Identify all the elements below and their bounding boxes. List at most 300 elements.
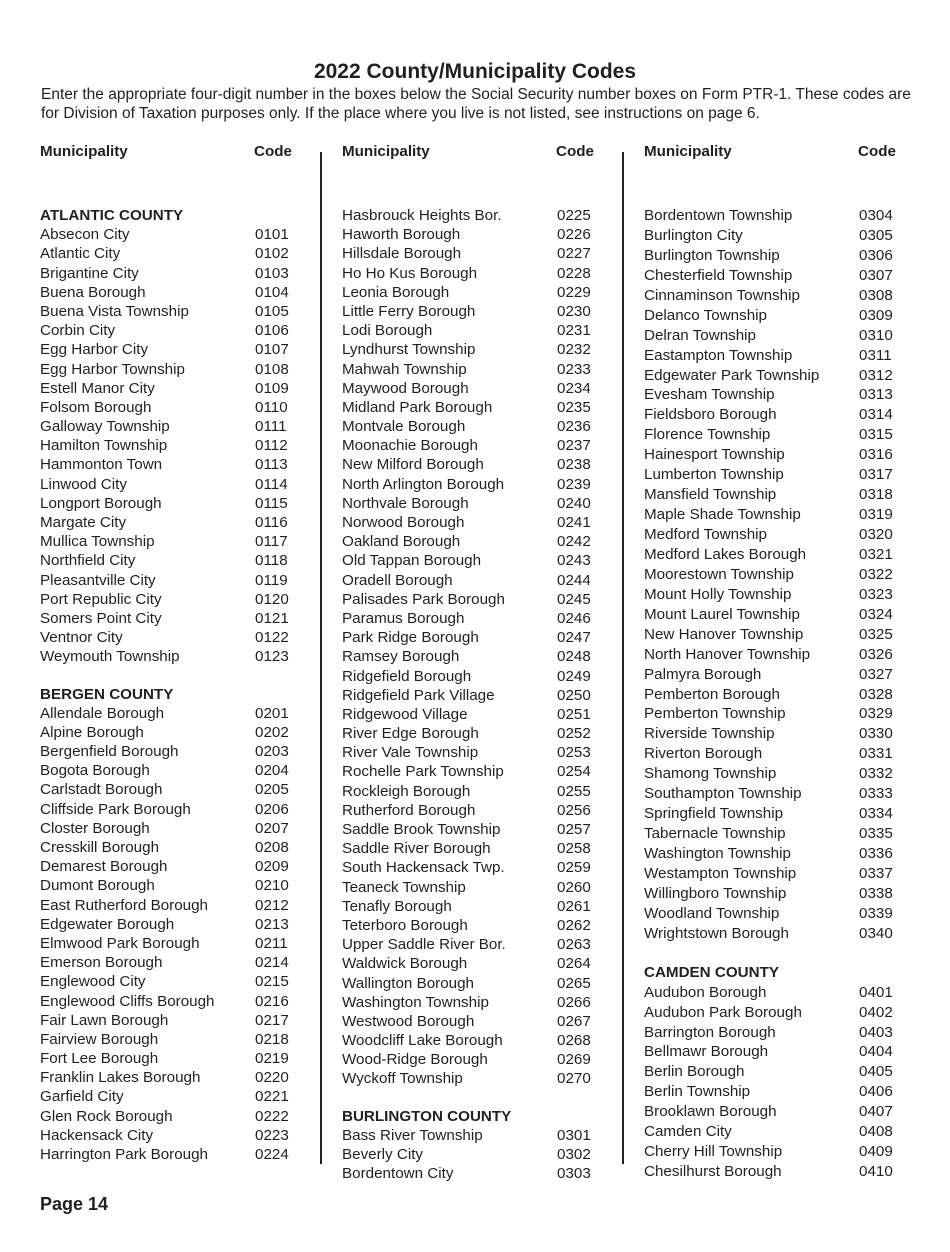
municipality-name: Harrington Park Borough: [40, 1146, 208, 1163]
municipality-name: Camden City: [644, 1123, 732, 1141]
municipality-name: Haworth Borough: [342, 226, 461, 244]
municipality-row: [40, 1126, 310, 1145]
municipality-name: Chesilhurst Borough: [644, 1163, 782, 1181]
municipality-name: Paramus Borough: [342, 609, 465, 627]
municipality-code: 0213: [255, 915, 289, 933]
municipality-row: [342, 993, 612, 1012]
municipality-row: [342, 1164, 612, 1183]
municipality-name: Fair Lawn Borough: [40, 1011, 169, 1029]
municipality-name: Barrington Borough: [644, 1023, 776, 1041]
municipality-name: Southampton Township: [644, 785, 802, 803]
municipality-name: Margate City: [40, 514, 127, 531]
municipality-row: [644, 525, 914, 545]
municipality-code: 0409: [859, 1143, 893, 1161]
municipality-row: [644, 665, 914, 685]
page-title: 2022 County/Municipality Codes: [313, 60, 637, 83]
municipality-row: [342, 820, 612, 839]
municipality-row: [40, 551, 310, 570]
municipality-row: [342, 321, 612, 340]
municipality-row: [342, 340, 612, 359]
municipality-code: 0410: [859, 1163, 893, 1181]
municipality-name: Hackensack City: [40, 1126, 154, 1144]
municipality-code: 0305: [859, 226, 893, 244]
municipality-name: Weymouth Township: [40, 648, 180, 666]
municipality-row: [342, 705, 612, 724]
municipality-code: 0107: [255, 341, 289, 359]
municipality-row: [342, 839, 612, 858]
column-header: [644, 142, 914, 162]
municipality-row: [40, 876, 310, 895]
municipality-name: Maywood Borough: [342, 379, 469, 397]
municipality-name: Medford Township: [644, 526, 767, 543]
municipality-code: 0252: [557, 725, 591, 743]
municipality-code: 0101: [255, 226, 289, 244]
municipality-row: [342, 206, 612, 225]
municipality-code: 0237: [557, 437, 591, 455]
municipality-row: [342, 1031, 612, 1050]
municipality-row: [644, 824, 914, 844]
municipality-row: [644, 445, 914, 465]
municipality-code: 0323: [859, 585, 893, 603]
municipality-name: New Milford Borough: [342, 456, 484, 474]
municipality-code: 0239: [557, 475, 591, 493]
municipality-row: [644, 226, 914, 246]
municipality-row: [40, 915, 310, 934]
municipality-row: [40, 436, 310, 455]
municipality-row: [644, 1023, 914, 1043]
municipality-code: 0215: [255, 973, 289, 991]
municipality-code: 0308: [859, 286, 893, 304]
municipality-name: Wood-Ridge Borough: [342, 1051, 488, 1069]
municipality-row: [342, 686, 612, 705]
municipality-code: 0265: [557, 974, 591, 992]
municipality-code: 0240: [557, 494, 591, 512]
municipality-row: [342, 417, 612, 436]
municipality-code: 0211: [255, 934, 288, 952]
municipality-header: Municipality: [40, 143, 128, 160]
municipality-name: Little Ferry Borough: [342, 302, 476, 320]
municipality-name: Bogota Borough: [40, 762, 150, 780]
municipality-row: [342, 225, 612, 244]
municipality-name: Mullica Township: [40, 533, 155, 551]
municipality-code: 0303: [557, 1165, 591, 1183]
municipality-name: Estell Manor City: [40, 379, 155, 397]
municipality-code: 0106: [255, 322, 289, 340]
municipality-code: 0249: [557, 667, 591, 685]
municipality-name: Waldwick Borough: [342, 955, 468, 973]
municipality-row: [644, 744, 914, 764]
municipality-row: [342, 475, 612, 494]
municipality-row: [40, 494, 310, 513]
municipality-row: [342, 743, 612, 762]
municipality-code: 0232: [557, 341, 591, 359]
municipality-row: [342, 916, 612, 935]
municipality-code: 0268: [557, 1032, 591, 1050]
municipality-name: Bordentown Township: [644, 207, 793, 224]
municipality-row: [644, 565, 914, 585]
municipality-code: 0104: [255, 283, 289, 301]
municipality-name: Rutherford Borough: [342, 801, 476, 819]
municipality-code: 0238: [557, 456, 591, 474]
municipality-name: Eastampton Township: [644, 346, 793, 364]
municipality-code: 0112: [255, 437, 288, 455]
municipality-row: [342, 244, 612, 263]
municipality-row: [644, 605, 914, 625]
municipality-name: Moorestown Township: [644, 565, 794, 583]
municipality-row: [644, 645, 914, 665]
municipality-code: 0334: [859, 805, 893, 823]
municipality-name: Wyckoff Township: [342, 1070, 463, 1088]
municipality-row: [40, 321, 310, 340]
municipality-name: Franklin Lakes Borough: [40, 1069, 201, 1087]
municipality-row: [644, 266, 914, 286]
municipality-code: 0408: [859, 1123, 893, 1141]
municipality-name: Lumberton Township: [644, 466, 784, 484]
municipality-row: [342, 878, 612, 897]
municipality-name: Chesterfield Township: [644, 266, 793, 284]
municipality-code: 0250: [557, 686, 591, 704]
municipality-name: Atlantic City: [40, 245, 121, 263]
municipality-code: 0206: [255, 800, 289, 818]
municipality-row: [342, 609, 612, 628]
municipality-name: Delanco Township: [644, 306, 767, 324]
municipality-code: 0407: [859, 1103, 893, 1121]
section-spacer: [40, 667, 310, 685]
municipality-row: [644, 1142, 914, 1162]
municipality-name: Mount Holly Township: [644, 585, 792, 603]
municipality-name: Dumont Borough: [40, 877, 155, 895]
municipality-code: 0256: [557, 801, 591, 819]
municipality-code: 0229: [557, 283, 591, 301]
municipality-name: Northfield City: [40, 552, 136, 570]
municipality-name: Riverside Township: [644, 725, 775, 743]
municipality-name: Ramsey Borough: [342, 648, 460, 666]
municipality-name: East Rutherford Borough: [40, 896, 209, 914]
municipality-row: [644, 1042, 914, 1062]
municipality-name: Riverton Borough: [644, 745, 763, 763]
municipality-code: 0111: [255, 418, 287, 436]
municipality-code: 0214: [255, 954, 289, 972]
municipality-row: [40, 780, 310, 799]
municipality-name: Mount Laurel Township: [644, 605, 800, 623]
municipality-name: Hasbrouck Heights Bor.: [342, 207, 502, 224]
municipality-row: [40, 838, 310, 857]
municipality-row: [644, 545, 914, 565]
municipality-row: [644, 784, 914, 804]
municipality-code: 0269: [557, 1051, 591, 1069]
municipality-name: Demarest Borough: [40, 858, 168, 876]
municipality-code: 0118: [255, 552, 288, 570]
municipality-row: [40, 1145, 310, 1164]
municipality-row: [40, 628, 310, 647]
municipality-code: 0253: [557, 744, 591, 762]
municipality-row: [644, 505, 914, 525]
municipality-row: [644, 246, 914, 266]
municipality-name: Oakland Borough: [342, 533, 461, 551]
municipality-name: Washington Township: [644, 845, 791, 862]
municipality-name: Egg Harbor City: [40, 341, 149, 359]
municipality-name: South Hackensack Twp.: [342, 859, 505, 877]
municipality-row: [342, 283, 612, 302]
municipality-name: Cherry Hill Township: [644, 1143, 783, 1161]
municipality-row: [40, 723, 310, 742]
municipality-name: Hamilton Township: [40, 437, 168, 455]
municipality-row: [644, 1162, 914, 1182]
code-list: [342, 206, 612, 1183]
municipality-header: Municipality: [644, 143, 732, 160]
municipality-code: 0337: [859, 864, 893, 882]
municipality-code: 0231: [557, 322, 591, 340]
municipality-name: New Hanover Township: [644, 625, 804, 643]
municipality-code: 0245: [557, 590, 591, 608]
municipality-name: Brooklawn Borough: [644, 1103, 777, 1121]
municipality-name: Linwood City: [40, 475, 127, 493]
municipality-row: [342, 379, 612, 398]
municipality-name: Hillsdale Borough: [342, 245, 462, 263]
municipality-name: Woodcliff Lake Borough: [342, 1032, 503, 1050]
municipality-code: 0316: [859, 446, 893, 464]
municipality-code: 0260: [557, 878, 591, 896]
municipality-code: 0314: [859, 406, 893, 424]
municipality-code: 0209: [255, 858, 289, 876]
municipality-code: 0219: [255, 1050, 289, 1068]
municipality-row: [644, 306, 914, 326]
municipality-row: [342, 647, 612, 666]
municipality-name: Midland Park Borough: [342, 398, 493, 416]
municipality-name: Maple Shade Township: [644, 506, 801, 524]
municipality-row: [644, 346, 914, 366]
municipality-name: North Hanover Township: [644, 645, 811, 663]
municipality-code: 0270: [557, 1070, 591, 1088]
municipality-row: [342, 1145, 612, 1164]
municipality-code: 0320: [859, 526, 893, 543]
municipality-code: 0328: [859, 685, 893, 703]
municipality-row: [644, 1082, 914, 1102]
municipality-row: [342, 551, 612, 570]
municipality-row: [342, 1050, 612, 1069]
municipality-name: Florence Township: [644, 426, 771, 444]
municipality-row: [644, 864, 914, 884]
municipality-code: 0230: [557, 302, 591, 320]
municipality-row: [40, 513, 310, 532]
municipality-code: 0326: [859, 645, 893, 663]
municipality-code: 0212: [255, 896, 289, 914]
section-spacer: [644, 944, 914, 963]
municipality-row: [40, 1049, 310, 1068]
municipality-code: 0102: [255, 245, 289, 263]
municipality-code: 0105: [255, 302, 289, 320]
municipality-code: 0339: [859, 904, 893, 922]
municipality-name: Closter Borough: [40, 819, 150, 837]
municipality-row: [342, 398, 612, 417]
municipality-name: Fairview Borough: [40, 1030, 159, 1048]
municipality-name: Bordentown City: [342, 1165, 454, 1183]
municipality-row: [40, 302, 310, 321]
municipality-row: [644, 1062, 914, 1082]
county-name: CAMDEN COUNTY: [644, 963, 779, 981]
municipality-code: 0223: [255, 1126, 289, 1144]
municipality-code: 0317: [859, 466, 893, 484]
municipality-row: [342, 1126, 612, 1145]
municipality-code: 0243: [557, 552, 591, 570]
municipality-row: [40, 992, 310, 1011]
municipality-row: [40, 1068, 310, 1087]
municipality-row: [644, 884, 914, 904]
municipality-row: [342, 974, 612, 993]
municipality-name: Springfield Township: [644, 805, 784, 823]
municipality-name: Edgewater Borough: [40, 915, 175, 933]
municipality-name: Beverly City: [342, 1146, 424, 1163]
municipality-row: [40, 398, 310, 417]
municipality-code: 0242: [557, 533, 591, 551]
municipality-code: 0262: [557, 916, 591, 934]
municipality-code: 0201: [255, 704, 289, 722]
municipality-name: Moonachie Borough: [342, 437, 478, 455]
municipality-name: Montvale Borough: [342, 418, 466, 436]
municipality-name: Burlington City: [644, 226, 743, 244]
municipality-code: 0122: [255, 629, 289, 647]
municipality-row: [342, 436, 612, 455]
municipality-code: 0310: [859, 326, 893, 344]
municipality-row: [644, 844, 914, 864]
municipality-code: 0241: [557, 514, 591, 531]
municipality-row: [644, 764, 914, 784]
municipality-name: Fort Lee Borough: [40, 1050, 159, 1068]
municipality-row: [40, 857, 310, 876]
municipality-code: 0203: [255, 743, 289, 761]
municipality-code: 0306: [859, 246, 893, 264]
municipality-name: Pemberton Borough: [644, 685, 780, 703]
municipality-code: 0220: [255, 1069, 289, 1087]
municipality-name: Old Tappan Borough: [342, 552, 482, 570]
municipality-row: [40, 896, 310, 915]
municipality-row: [342, 897, 612, 916]
municipality-row: [342, 302, 612, 321]
municipality-code: 0404: [859, 1043, 893, 1061]
municipality-code: 0119: [255, 571, 288, 589]
municipality-row: [40, 972, 310, 991]
municipality-row: [40, 417, 310, 436]
municipality-code: 0108: [255, 360, 289, 378]
municipality-row: [644, 724, 914, 744]
municipality-code: 0120: [255, 590, 289, 608]
municipality-name: Shamong Township: [644, 765, 777, 783]
municipality-name: Egg Harbor Township: [40, 360, 185, 378]
municipality-code: 0403: [859, 1023, 893, 1041]
municipality-name: Somers Point City: [40, 609, 162, 627]
municipality-code: 0109: [255, 379, 289, 397]
municipality-code: 0226: [557, 226, 591, 244]
municipality-name: Upper Saddle River Bor.: [342, 936, 506, 954]
municipality-name: Brigantine City: [40, 264, 139, 282]
municipality-name: Ho Ho Kus Borough: [342, 264, 478, 282]
municipality-code: 0340: [859, 924, 893, 942]
municipality-code: 0228: [557, 264, 591, 282]
municipality-name: Berlin Township: [644, 1083, 751, 1101]
municipality-row: [644, 983, 914, 1003]
municipality-code: 0321: [859, 545, 893, 563]
municipality-code: 0248: [557, 648, 591, 666]
municipality-name: Saddle Brook Township: [342, 821, 501, 838]
municipality-code: 0332: [859, 765, 893, 783]
column-header: [342, 142, 612, 162]
municipality-code: 0261: [557, 897, 591, 915]
municipality-code: 0116: [255, 514, 288, 531]
municipality-name: Edgewater Park Township: [644, 366, 820, 384]
municipality-row: [40, 1030, 310, 1049]
municipality-row: [342, 782, 612, 801]
municipality-row: [644, 485, 914, 505]
municipality-code: 0113: [255, 456, 288, 474]
municipality-name: Pleasantville City: [40, 571, 156, 589]
municipality-row: [40, 283, 310, 302]
municipality-row: [40, 953, 310, 972]
municipality-code: 0251: [557, 705, 591, 723]
municipality-code: 0227: [557, 245, 591, 263]
municipality-row: [40, 761, 310, 780]
municipality-row: [40, 571, 310, 590]
municipality-code: 0247: [557, 629, 591, 647]
municipality-code: 0236: [557, 418, 591, 436]
municipality-code: 0329: [859, 705, 893, 723]
municipality-code: 0266: [557, 993, 591, 1011]
municipality-name: Glen Rock Borough: [40, 1107, 173, 1125]
code-list: [40, 206, 310, 1164]
municipality-row: [644, 405, 914, 425]
municipality-row: [40, 360, 310, 379]
municipality-name: Palmyra Borough: [644, 665, 762, 683]
municipality-name: Teaneck Township: [342, 878, 466, 896]
municipality-code: 0224: [255, 1146, 289, 1163]
municipality-name: Tenafly Borough: [342, 897, 452, 915]
municipality-row: [342, 532, 612, 551]
municipality-code: 0202: [255, 723, 289, 741]
municipality-row: [342, 724, 612, 743]
municipality-name: Medford Lakes Borough: [644, 545, 807, 563]
municipality-name: Garfield City: [40, 1088, 124, 1106]
municipality-row: [644, 685, 914, 705]
municipality-name: North Arlington Borough: [342, 475, 505, 493]
municipality-name: Pemberton Township: [644, 705, 786, 723]
municipality-code: 0319: [859, 506, 893, 524]
municipality-name: Hammonton Town: [40, 456, 163, 474]
municipality-code: 0313: [859, 386, 893, 404]
municipality-row: [342, 954, 612, 973]
municipality-row: [644, 1122, 914, 1142]
municipality-name: Oradell Borough: [342, 571, 453, 589]
municipality-name: Evesham Township: [644, 386, 775, 404]
municipality-code: 0234: [557, 379, 591, 397]
municipality-row: [40, 455, 310, 474]
municipality-row: [342, 455, 612, 474]
section-spacer: [342, 1089, 612, 1107]
municipality-name: Bass River Township: [342, 1126, 483, 1144]
county-heading: [644, 963, 914, 983]
municipality-code: 0210: [255, 877, 289, 895]
municipality-row: [40, 1087, 310, 1106]
municipality-name: Ventnor City: [40, 629, 123, 647]
municipality-name: Woodland Township: [644, 904, 780, 922]
county-name: ATLANTIC COUNTY: [40, 207, 184, 224]
municipality-row: [342, 571, 612, 590]
municipality-row: [644, 385, 914, 405]
municipality-name: Buena Borough: [40, 283, 146, 301]
municipality-row: [644, 625, 914, 645]
municipality-row: [644, 904, 914, 924]
municipality-name: Westampton Township: [644, 864, 797, 882]
municipality-name: Englewood Cliffs Borough: [40, 992, 215, 1010]
municipality-name: Palisades Park Borough: [342, 590, 505, 608]
